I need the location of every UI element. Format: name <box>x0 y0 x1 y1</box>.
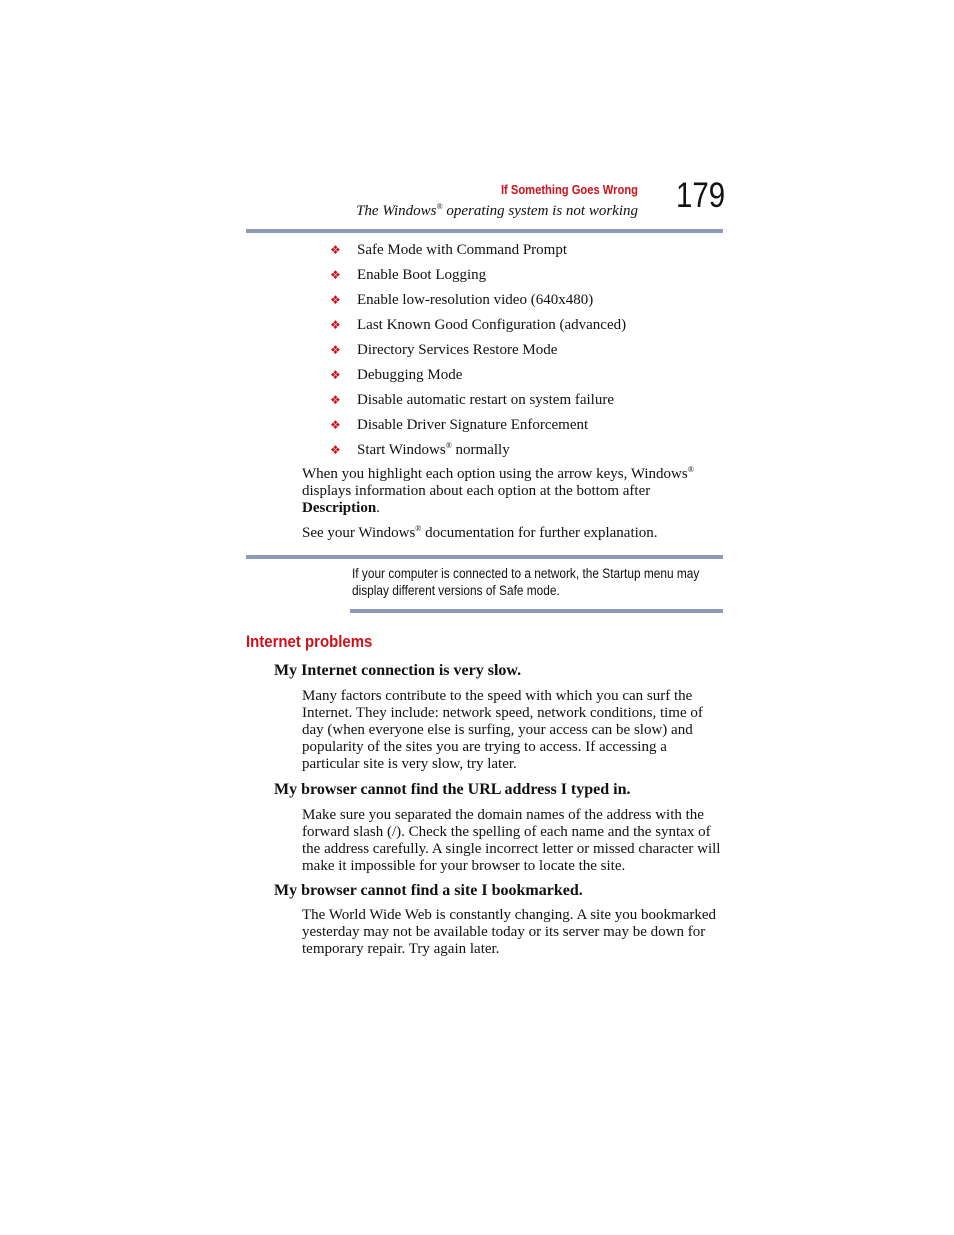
diamond-bullet-icon: ❖ <box>330 418 341 432</box>
network-note: If your computer is connected to a network, the Startup menu may display different versions of Safe mode. <box>352 566 700 598</box>
header-rule <box>246 229 723 233</box>
diamond-bullet-icon: ❖ <box>330 368 341 382</box>
problem-answer: The World Wide Web is constantly changing. A site you bookmarked yesterday may not be available today or its server may be down for temporary repair. Try again later. <box>302 907 717 957</box>
note-bottom-rule <box>350 609 723 613</box>
diamond-bullet-icon: ❖ <box>330 268 341 282</box>
description-paragraph: When you highlight each option using the arrow keys, Windows® displays information about each option at the bottom after Description. <box>302 465 694 516</box>
diamond-bullet-icon: ❖ <box>330 343 341 357</box>
note-top-rule <box>246 555 723 559</box>
chapter-title: If Something Goes Wrong <box>500 182 638 197</box>
diamond-bullet-icon: ❖ <box>330 293 341 307</box>
section-title: The Windows® operating system is not working <box>356 202 638 219</box>
page-number: 179 <box>676 176 726 215</box>
problem-heading: My browser cannot find the URL address I typed in. <box>274 781 631 798</box>
documentation-paragraph: See your Windows® documentation for further explanation. <box>302 524 658 541</box>
diamond-bullet-icon: ❖ <box>330 443 341 457</box>
problem-heading: My browser cannot find a site I bookmarked. <box>274 882 583 899</box>
problem-heading: My Internet connection is very slow. <box>274 662 522 679</box>
diamond-bullet-icon: ❖ <box>330 393 341 407</box>
diamond-bullet-icon: ❖ <box>330 243 341 257</box>
diamond-bullet-icon: ❖ <box>330 318 341 332</box>
problem-answer: Make sure you separated the domain names of the address with the forward slash (/). Check the spelling of each name and the syntax of the address carefully. A single incorrect letter or missed character will make it impossible for your browser to locate the site. <box>302 807 721 874</box>
section-heading: Internet problems <box>246 632 373 651</box>
problem-answer: Many factors contribute to the speed with which you can surf the Internet. They include: network speed, network conditions, time of day (when everyone else is surfing, your access can be slow) and popularity of the sites you are trying to access. If accessing a particular site is very slow, try later. <box>302 688 703 772</box>
